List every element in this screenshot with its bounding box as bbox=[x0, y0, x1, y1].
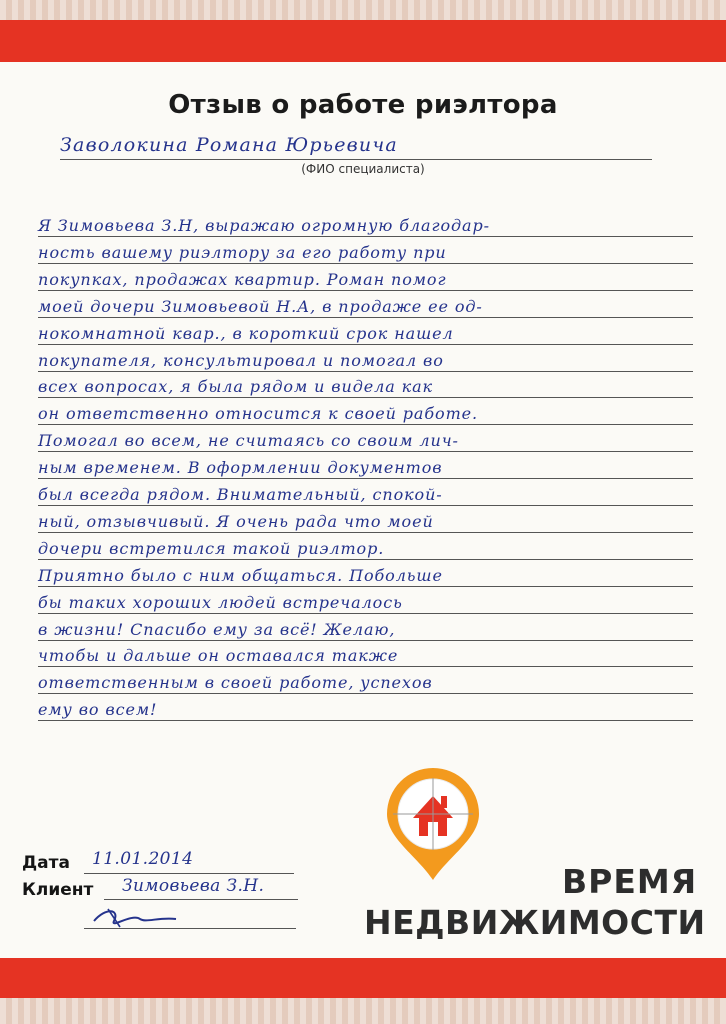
review-line: он ответственно относится к своей работе. bbox=[38, 404, 478, 424]
review-line: ответственным в своей работе, успехов bbox=[38, 673, 433, 693]
review-ruled-line bbox=[38, 613, 693, 614]
review-ruled-line bbox=[38, 559, 693, 560]
review-line: покупках, продажах квартир. Роман помог bbox=[38, 269, 447, 289]
date-line bbox=[84, 873, 294, 874]
client-line bbox=[104, 899, 298, 900]
review-line: ный, отзывчивый. Я очень рада что моей bbox=[38, 511, 434, 531]
date-value: 11.01.2014 bbox=[92, 849, 194, 869]
review-ruled-line bbox=[38, 478, 693, 479]
review-ruled-line bbox=[38, 397, 693, 398]
review-ruled-line bbox=[38, 236, 693, 237]
signature-line bbox=[84, 928, 296, 929]
review-ruled-line bbox=[38, 505, 693, 506]
house-pin-logo-icon bbox=[383, 766, 483, 882]
review-ruled-line bbox=[38, 586, 693, 587]
date-label: Дата bbox=[22, 853, 70, 873]
review-line: нокомнатной квар., в короткий срок нашел bbox=[38, 323, 454, 343]
review-line: всех вопросах, я была рядом и видела как bbox=[38, 377, 433, 397]
review-line: был всегда рядом. Внимательный, спокой- bbox=[38, 485, 443, 504]
review-ruled-line bbox=[38, 451, 693, 452]
review-ruled-line bbox=[38, 720, 693, 721]
bottom-red-band bbox=[0, 958, 726, 998]
top-red-band bbox=[0, 20, 726, 62]
brand-name-line1: ВРЕМЯ bbox=[562, 862, 698, 901]
review-ruled-line bbox=[38, 263, 693, 264]
page-title: Отзыв о работе риэлтора bbox=[168, 90, 558, 120]
review-line: дочери встретился такой риэлтор. bbox=[38, 538, 385, 558]
review-ruled-line bbox=[38, 532, 693, 533]
review-ruled-line bbox=[38, 290, 693, 291]
top-texture-band bbox=[0, 0, 726, 20]
client-value: Зимовьева З.Н. bbox=[122, 876, 265, 896]
review-ruled-line bbox=[38, 371, 693, 372]
brand-name-line2: НЕДВИЖИМОСТИ bbox=[364, 903, 706, 942]
client-label: Клиент bbox=[22, 880, 94, 900]
specialist-caption: (ФИО специалиста) bbox=[301, 162, 425, 176]
review-ruled-line bbox=[38, 666, 693, 667]
review-line: покупателя, консультировал и помогал во bbox=[38, 350, 444, 370]
review-line: Я Зимовьева З.Н, выражаю огромную благодар- bbox=[38, 216, 490, 235]
review-line: чтобы и дальше он оставался также bbox=[38, 646, 399, 666]
review-line: моей дочери Зимовьевой Н.А, в продаже ее од- bbox=[38, 296, 483, 316]
review-ruled-line bbox=[38, 640, 693, 641]
review-line: Помогал во всем, не считаясь со своим лич- bbox=[38, 431, 459, 451]
review-ruled-line bbox=[38, 317, 693, 318]
review-ruled-line bbox=[38, 424, 693, 425]
review-ruled-line bbox=[38, 344, 693, 345]
specialist-name: Заволокина Романа Юрьевича bbox=[60, 134, 398, 156]
review-line: ным временем. В оформлении документов bbox=[38, 458, 443, 478]
review-line: ность вашему риэлтору за его работу при bbox=[38, 242, 447, 262]
review-line: бы таких хороших людей встречалось bbox=[38, 592, 403, 612]
review-line: ему во всем! bbox=[38, 700, 158, 720]
review-line: Приятно было с ним общаться. Побольше bbox=[38, 565, 443, 585]
bottom-texture-band bbox=[0, 998, 726, 1024]
specialist-name-line bbox=[60, 159, 652, 160]
review-ruled-line bbox=[38, 693, 693, 694]
review-line: в жизни! Спасибо ему за всё! Желаю, bbox=[38, 619, 396, 639]
